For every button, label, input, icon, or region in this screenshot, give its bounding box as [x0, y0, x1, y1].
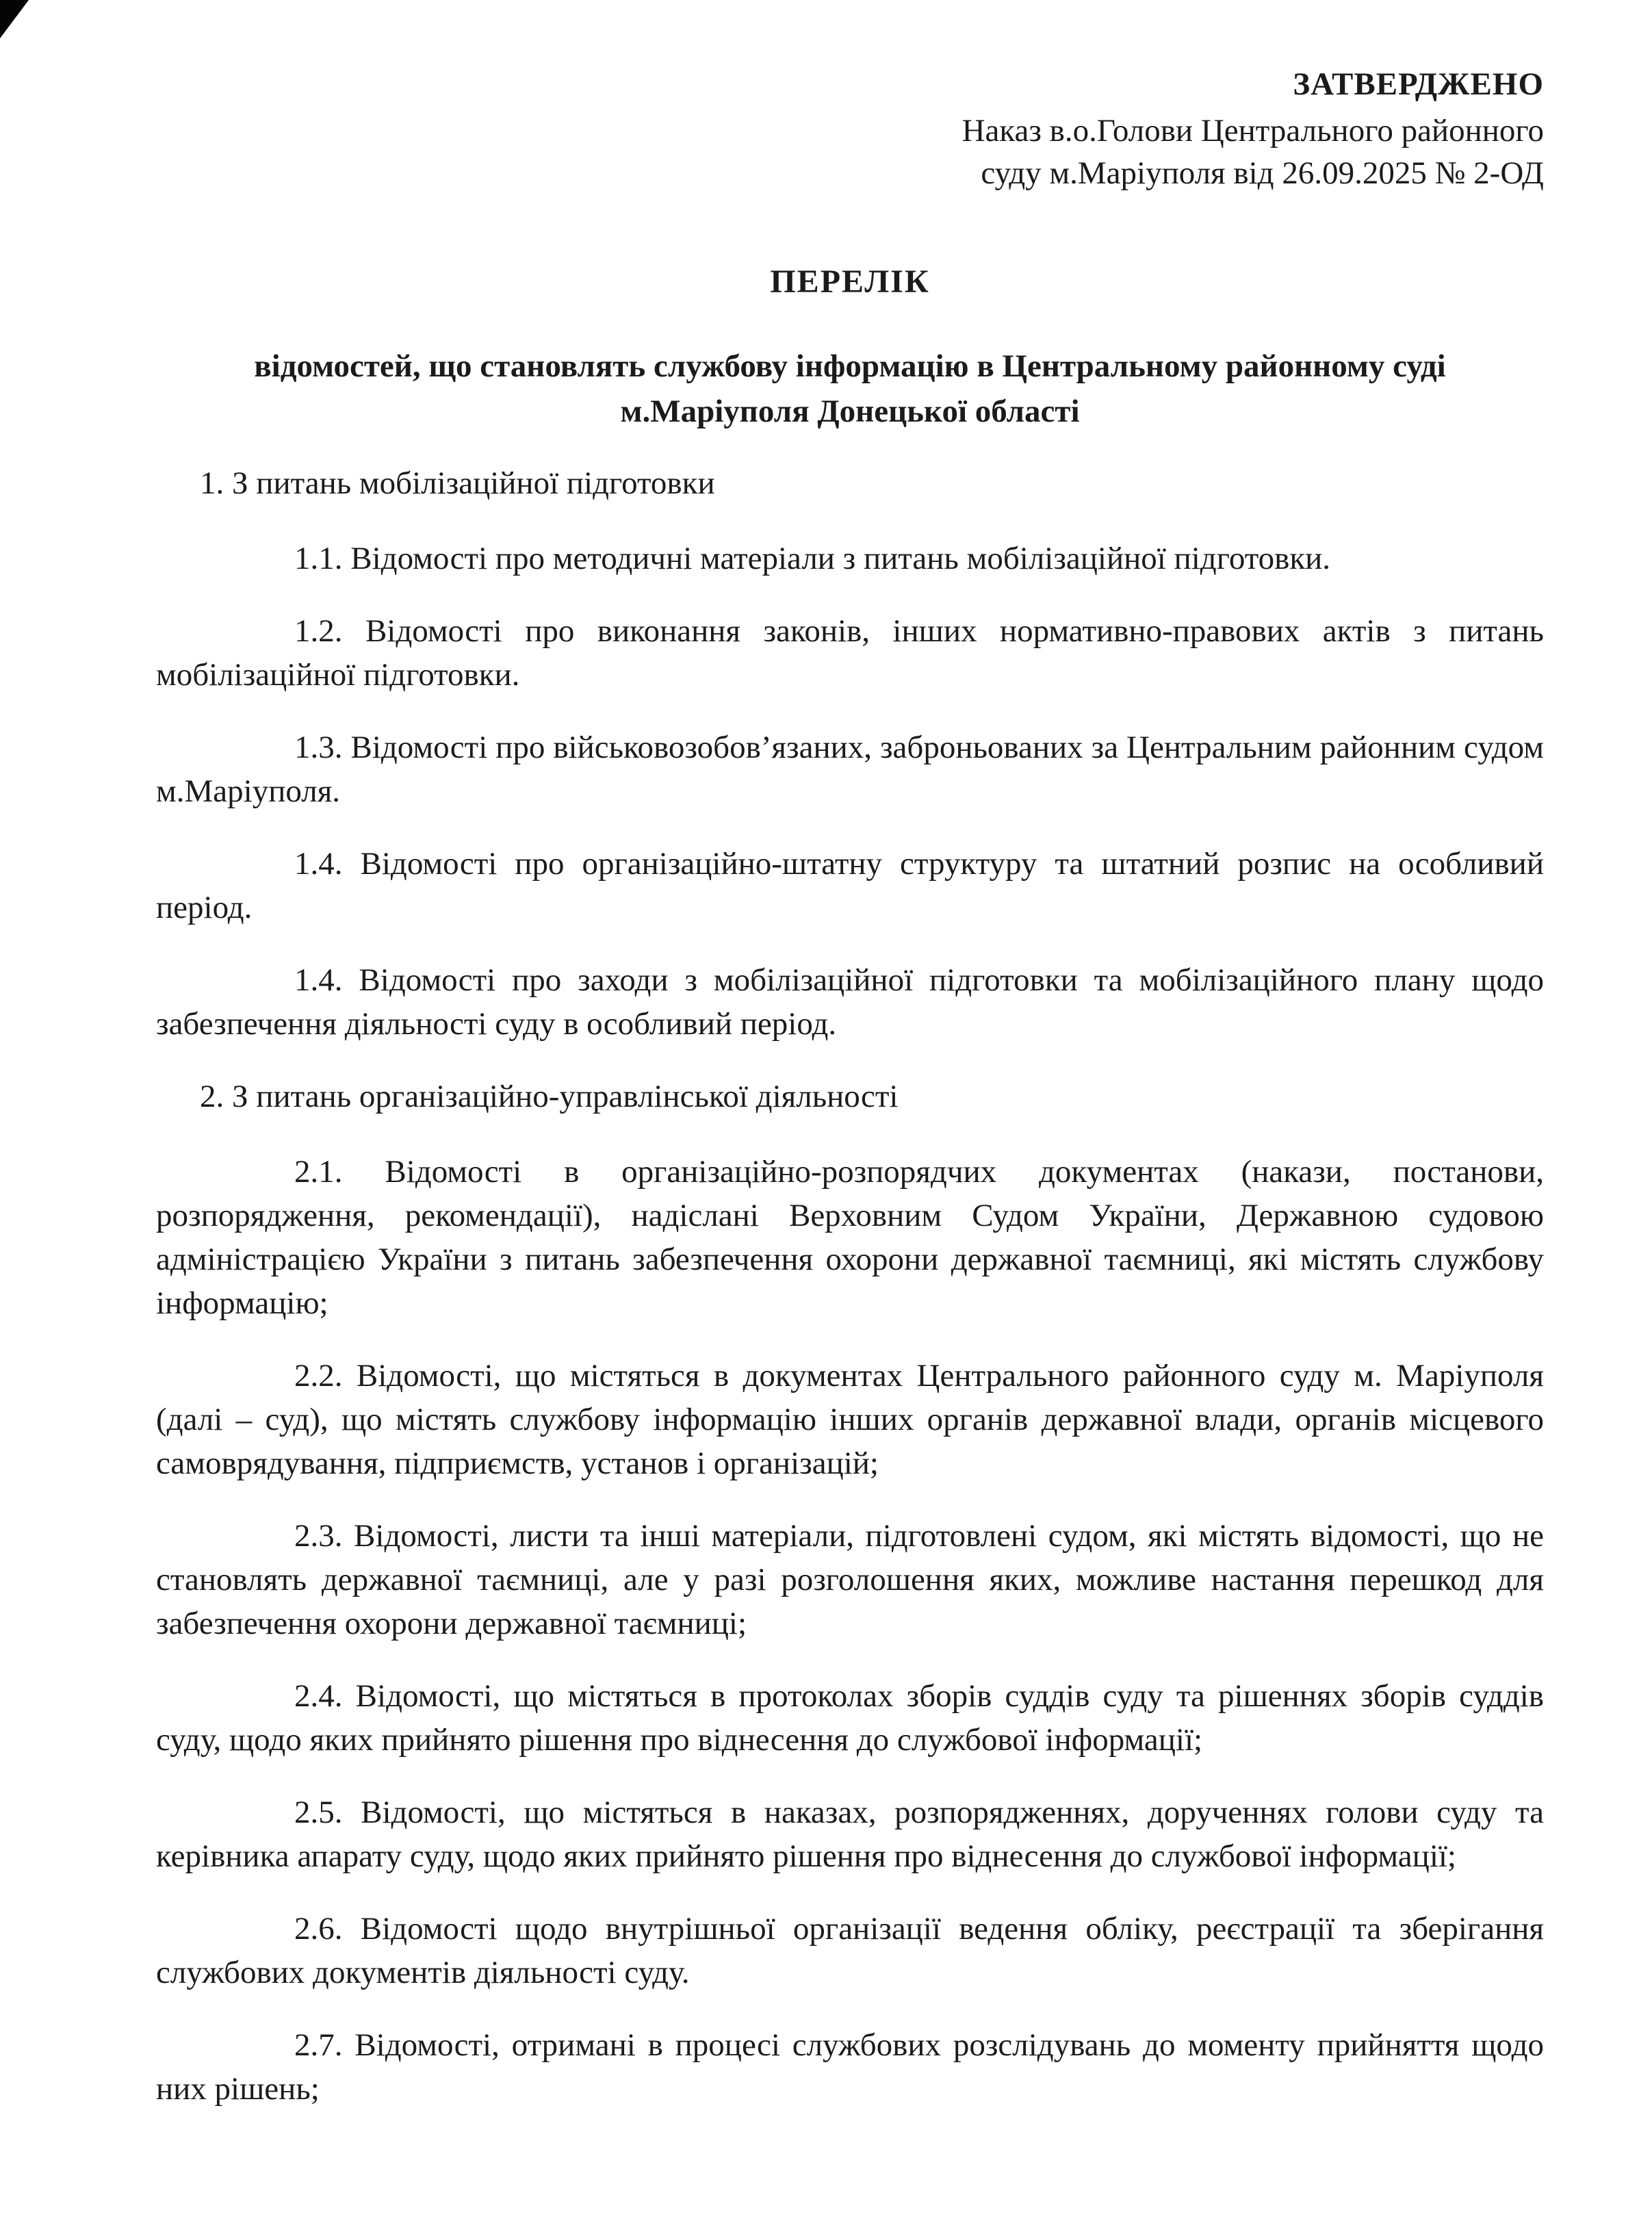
list-item-2-2: 2.2. Відомості, що містяться в документах Центрального районного суду м. Маріуполя (далі – суд), що містять службову інформацію інших органів державної влади, органів місцевого самоврядування, підприємств, установ і організацій;: [156, 1358, 1544, 1481]
document-subtitle: відомостей, що становлять службову інформацію в Центральному районному суді м.Маріуполя Донецької області: [254, 348, 1446, 429]
approval-stamp-label: ЗАТВЕРДЖЕНО: [1293, 66, 1544, 102]
list-item-2-5: 2.5. Відомості, що містяться в наказах, розпорядженнях, дорученнях голови суду та керівника апарату суду, щодо яких прийнято рішення про віднесення до службової інформації;: [156, 1795, 1544, 1874]
list-item-2-3: 2.3. Відомості, листи та інші матеріали, підготовлені судом, які містять відомості, що не становлять державної таємниці, але у разі розголошення яких, можливе настання перешкод для забезпечення охорони державної таємниці;: [156, 1518, 1544, 1641]
scan-corner-artifact: [0, 0, 29, 38]
list-item-1-4b: 1.4. Відомості про заходи з мобілізаційної підготовки та мобілізаційного плану щодо забезпечення діяльності суду в особливий період.: [156, 962, 1544, 1042]
list-item-2-4: 2.4. Відомості, що містяться в протоколах зборів суддів суду та рішеннях зборів суддів суду, щодо яких прийнято рішення про віднесення до службової інформації;: [156, 1678, 1544, 1758]
approval-block: [962, 63, 1544, 194]
list-item-2-6: 2.6. Відомості щодо внутрішньої організації ведення обліку, реєстрації та зберігання службових документів діяльності суду.: [156, 1911, 1544, 1990]
list-item-1-3: 1.3. Відомості про військовозобов’язаних, заброньованих за Центральним районним судом м.Маріуполя.: [156, 730, 1544, 809]
document-title: ПЕРЕЛІК: [770, 264, 930, 300]
approval-order-line-1: Наказ в.о.Голови Центрального районного: [961, 113, 1544, 149]
list-item-2-1: 2.1. Відомості в організаційно-розпорядчих документах (накази, постанови, розпорядження, рекомендації), надіслані Верховним Судом України, Державною судовою адміністрацією України з питань забезпечення охорони державної таємниці, які містять службову інформацію;: [156, 1154, 1544, 1321]
section-1-heading: 1. З питань мобілізаційної підготовки: [200, 465, 715, 501]
list-item-1-4a: 1.4. Відомості про організаційно-штатну структуру та штатний розпис на особливий період.: [156, 846, 1544, 925]
list-item-2-7: 2.7. Відомості, отримані в процесі службових розслідувань до моменту прийняття щодо них рішень;: [156, 2027, 1544, 2107]
list-item-1-1: 1.1. Відомості про методичні матеріали з питань мобілізаційної підготовки.: [294, 541, 1331, 576]
approval-order-line-2: суду м.Маріуполя від 26.09.2025 № 2-ОД: [981, 155, 1544, 191]
list-item-1-2: 1.2. Відомості про виконання законів, інших нормативно-правових актів з питань мобілізаційної підготовки.: [156, 613, 1544, 693]
section-2-heading: 2. З питань організаційно-управлінської діяльності: [200, 1079, 899, 1114]
